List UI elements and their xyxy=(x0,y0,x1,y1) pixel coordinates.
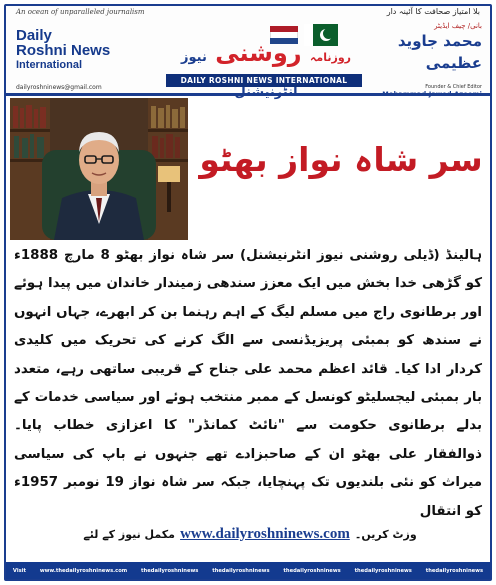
footer-social-link[interactable]: thedailyroshninews xyxy=(141,567,199,574)
article-body: ہالینڈ (ڈیلی روشنی نیوز انٹرنیشنل) سر شاہ نواز بھٹو 8 مارچ 1888ء کو گڑھی خدا بخش میں ایک معزز سندھی زمیندار خاندان میں پیدا ہوئے اور برطانوی راج میں مسلم لیگ کے اہم رہنما بن کر ابھرے، جہاں انہوں نے سندھ کو بمبئی پریزیڈنسی سے الگ کرنے کی تحریک میں کلیدی کردار ادا کیا۔ قائد اعظم محمد علی جناح کے قریبی ساتھی رہے، متعدد بار بمبئی لیجسلیٹو کونسل کے ممبر منتخب ہوئے اور سیاسی خدمات کے بدلے برطانوی حکومت سے "نائٹ کمانڈر" کا اعزازی خطاب پایا۔ ذوالفقار علی بھٹو ان کے صاحبزادے تھے جنہوں نے باپ کی سیاسی میراث کو نئی بلندیوں تک پہنچایا، جبکہ سر شاہ نواز 19 نومبر 1957ء کو انتقال xyxy=(14,248,483,519)
article-title: سر شاہ نواز بھٹو xyxy=(199,140,483,179)
urdu-logo-block xyxy=(166,22,362,94)
website-link[interactable]: www.dailyroshninews.com xyxy=(180,526,350,542)
urdu-logo-main: روشنی xyxy=(215,39,302,67)
footer-visit: Visit xyxy=(12,567,26,574)
motto-english: An ocean of unparalleled journalism xyxy=(16,8,145,16)
read-more-line xyxy=(60,523,440,545)
english-name-bar: DAILY ROSHNI NEWS INTERNATIONAL xyxy=(166,74,362,87)
contact-email: dailyroshninews@gmail.com xyxy=(16,84,102,91)
urdu-logo-prefix: روزنامہ xyxy=(309,51,351,64)
motto-urdu: بلا امتیاز صحافت کا آئینہ دار xyxy=(386,7,480,16)
english-logo xyxy=(16,28,141,72)
urdu-logo-text xyxy=(176,38,356,108)
logo-daily: Daily xyxy=(16,27,52,44)
footer-social-link[interactable]: thedailyroshninews xyxy=(425,567,484,574)
editor-label: بانی/ چیف ایڈیٹر xyxy=(434,22,482,30)
portrait-photo xyxy=(10,98,188,240)
footer-website-link[interactable]: www.thedailyroshninews.com xyxy=(39,567,128,574)
footer-social-link[interactable]: thedailyroshninews xyxy=(354,567,412,574)
logo-roshni-news: Roshni News xyxy=(16,42,111,59)
masthead-rule xyxy=(6,93,490,96)
editor-name-urdu: محمد جاوید عظیمی xyxy=(397,32,482,72)
masthead xyxy=(6,6,490,94)
footer-social-link[interactable]: thedailyroshninews xyxy=(283,567,341,574)
read-more-suffix: وزٹ کریں۔ xyxy=(354,528,417,541)
footer-social-link[interactable]: thedailyroshninews xyxy=(212,567,270,574)
editor-role: Founder & Chief Editor xyxy=(425,84,482,90)
logo-international: International xyxy=(16,59,83,71)
editor-block xyxy=(372,22,482,98)
footer-bar xyxy=(6,562,490,579)
urdu-logo-sub: نیوز xyxy=(181,50,207,65)
read-more-prefix: مکمل نیوز کے لئے xyxy=(83,528,175,541)
